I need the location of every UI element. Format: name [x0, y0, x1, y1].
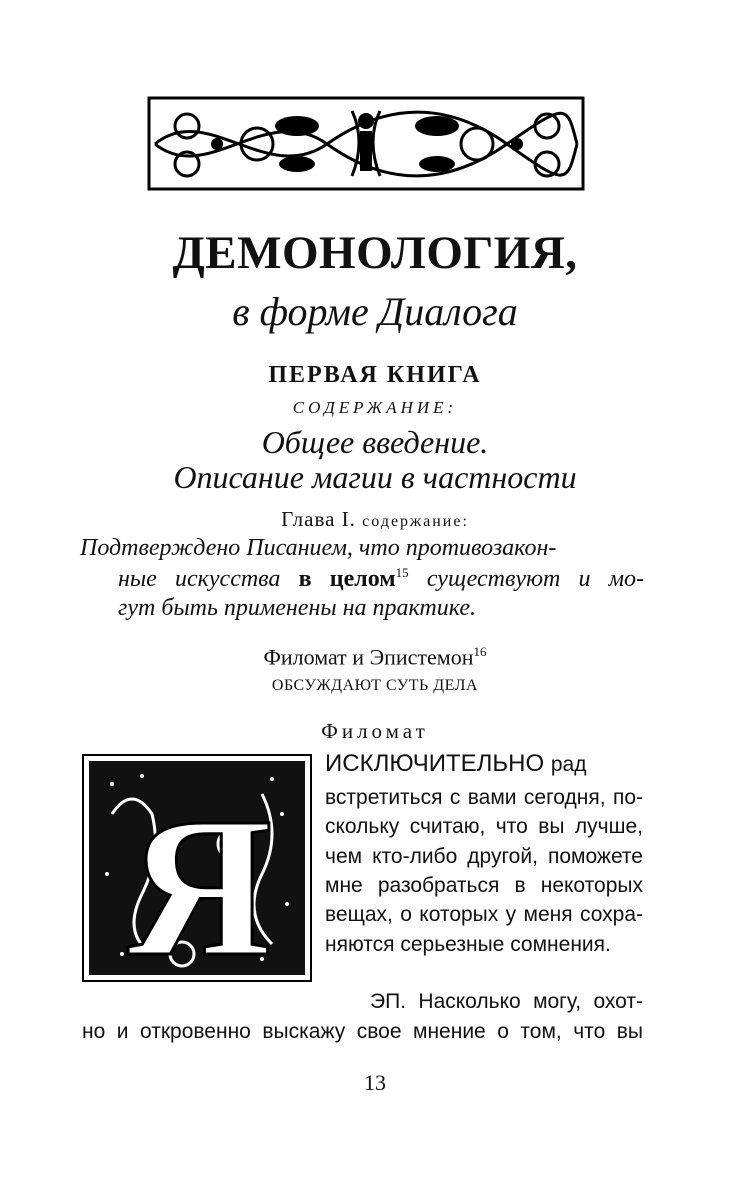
philomath-line-0 — [325, 750, 643, 778]
philomath-line-5: вещах, о которых у меня сохра- — [325, 903, 643, 926]
book-heading: ПЕРВАЯ КНИГА — [268, 362, 482, 388]
ornamental-banner — [147, 96, 585, 191]
chapter-contents-label: содержание: — [362, 513, 469, 530]
philomath-line-6: няются серьезные сомнения. — [325, 933, 611, 956]
intro-line-1: Общее введение. — [261, 424, 489, 460]
footnote-marker: 16 — [473, 644, 487, 659]
opening-rest: рад — [550, 753, 587, 776]
philomath-line-3: чем кто-либо другой, поможете — [325, 845, 643, 868]
speakers-names: Филомат и Эпистемон — [263, 644, 474, 670]
page-subtitle: в форме Диалога — [232, 289, 518, 334]
chapter-summary-line-1: Подтверждено Писанием, что противозакон- — [80, 535, 557, 561]
philomath-line-1: встретиться с вами сегодня, по- — [325, 786, 643, 809]
opening-caps: ИСКЛЮЧИТЕЛЬНО — [325, 750, 545, 777]
chapter-heading — [0, 507, 750, 532]
summary-text: существуют и мо- — [408, 566, 645, 592]
summary-text: ные искусства — [118, 566, 299, 592]
intro-line-2: Описание магии в частности — [173, 459, 577, 495]
contents-label: СОДЕРЖАНИЕ: — [292, 398, 458, 417]
epistemon-line-1: ЭП. Насколько могу, охот- — [370, 990, 643, 1013]
drop-cap-illustration — [82, 754, 312, 982]
drop-cap-letter: Я — [127, 777, 273, 982]
chapter-label: Глава I. — [281, 507, 356, 531]
footnote-marker: 15 — [395, 565, 409, 580]
chapter-summary-line-2 — [118, 565, 644, 593]
summary-bold-phrase: в целом — [298, 566, 396, 592]
philomath-line-4: мне разобраться в некоторых — [325, 874, 643, 897]
speaker-label: Филомат — [321, 719, 429, 743]
speakers-line — [0, 644, 750, 670]
philomath-line-2: скольку считаю, что вы лучше, — [325, 815, 643, 838]
page-title: ДЕМОНОЛОГИЯ, — [172, 227, 578, 279]
page-number: 13 — [364, 1070, 386, 1095]
speakers-discuss: ОБСУЖДАЮТ СУТЬ ДЕЛА — [271, 677, 479, 694]
epistemon-line-2: но и откровенно выскажу свое мнение о том, что вы — [82, 1020, 643, 1043]
chapter-summary-line-3: гут быть применены на практике. — [118, 595, 477, 621]
